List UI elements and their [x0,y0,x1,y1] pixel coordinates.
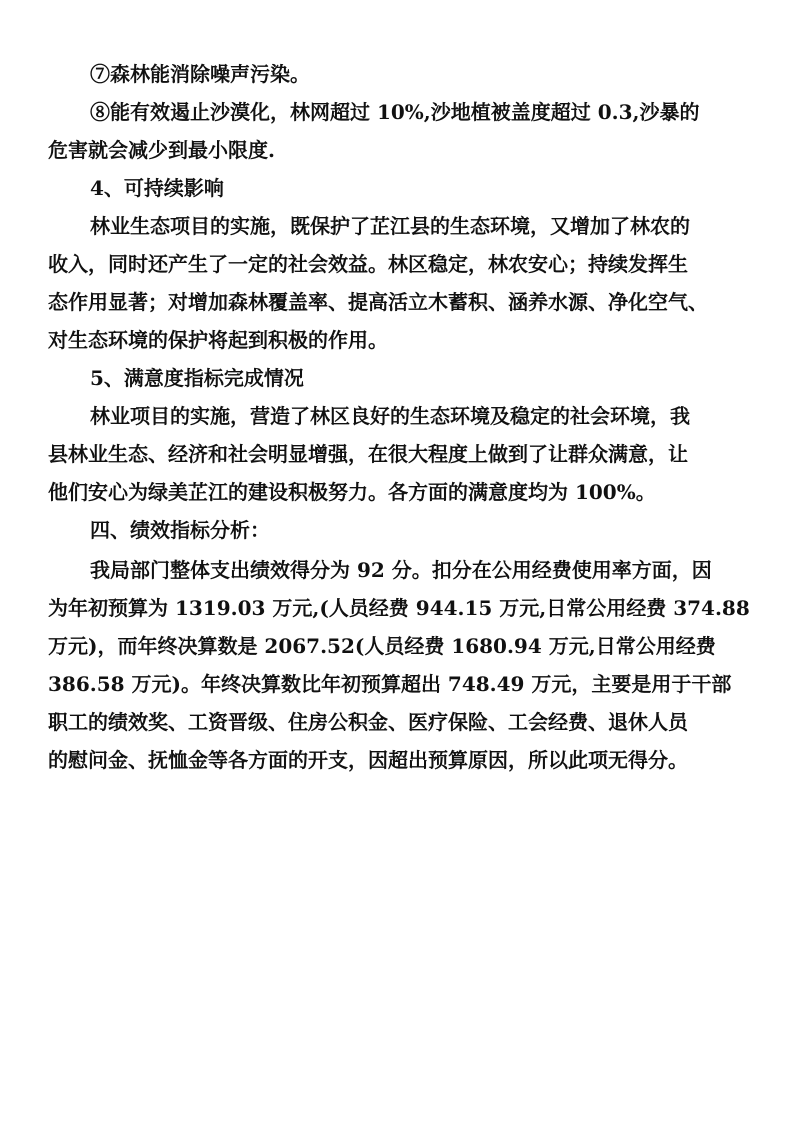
sustainability-paragraph-line-3: 态作用显著；对增加森林覆盖率、提高活立木蓄积、涵养水源、净化空气、 [48,290,708,314]
sustainability-heading: 4、可持续影响 [90,176,224,200]
satisfaction-paragraph-line-3: 他们安心为绿美芷江的建设积极努力。各方面的满意度均为 100%。 [48,480,656,504]
performance-paragraph-line-6: 的慰问金、抚恤金等各方面的开支，因超出预算原因，所以此项无得分。 [48,748,688,772]
performance-analysis-heading: 四、绩效指标分析： [90,518,270,542]
performance-paragraph-line-4: 386.58 万元)。年终决算数比年初预算超出 748.49 万元，主要是用于干部 [48,672,732,696]
satisfaction-heading: 5、满意度指标完成情况 [90,366,304,390]
performance-paragraph-line-1: 我局部门整体支出绩效得分为 92 分。扣分在公用经费使用率方面，因 [90,558,712,582]
forest-noise-item: ⑦森林能消除噪声污染。 [90,62,310,86]
performance-paragraph-line-3: 万元)，而年终决算数是 2067.52(人员经费 1680.94 万元,日常公用经费 [48,634,716,658]
satisfaction-paragraph-line-1: 林业项目的实施，营造了林区良好的生态环境及稳定的社会环境，我 [90,404,690,428]
satisfaction-paragraph-line-2: 县林业生态、经济和社会明显增强，在很大程度上做到了让群众满意，让 [48,442,688,466]
desertification-item-line-1: ⑧能有效遏止沙漠化，林网超过 10%,沙地植被盖度超过 0.3,沙暴的 [90,100,700,124]
performance-paragraph-line-2: 为年初预算为 1319.03 万元,(人员经费 944.15 万元,日常公用经费 374.88 [48,596,750,620]
sustainability-paragraph-line-1: 林业生态项目的实施，既保护了芷江县的生态环境，又增加了林农的 [90,214,690,238]
sustainability-paragraph-line-2: 收入，同时还产生了一定的社会效益。林区稳定，林农安心；持续发挥生 [48,252,688,276]
performance-paragraph-line-5: 职工的绩效奖、工资晋级、住房公积金、医疗保险、工会经费、退休人员 [48,710,688,734]
sustainability-paragraph-line-4: 对生态环境的保护将起到积极的作用。 [48,328,388,352]
desertification-item-line-2: 危害就会减少到最小限度. [48,138,275,162]
